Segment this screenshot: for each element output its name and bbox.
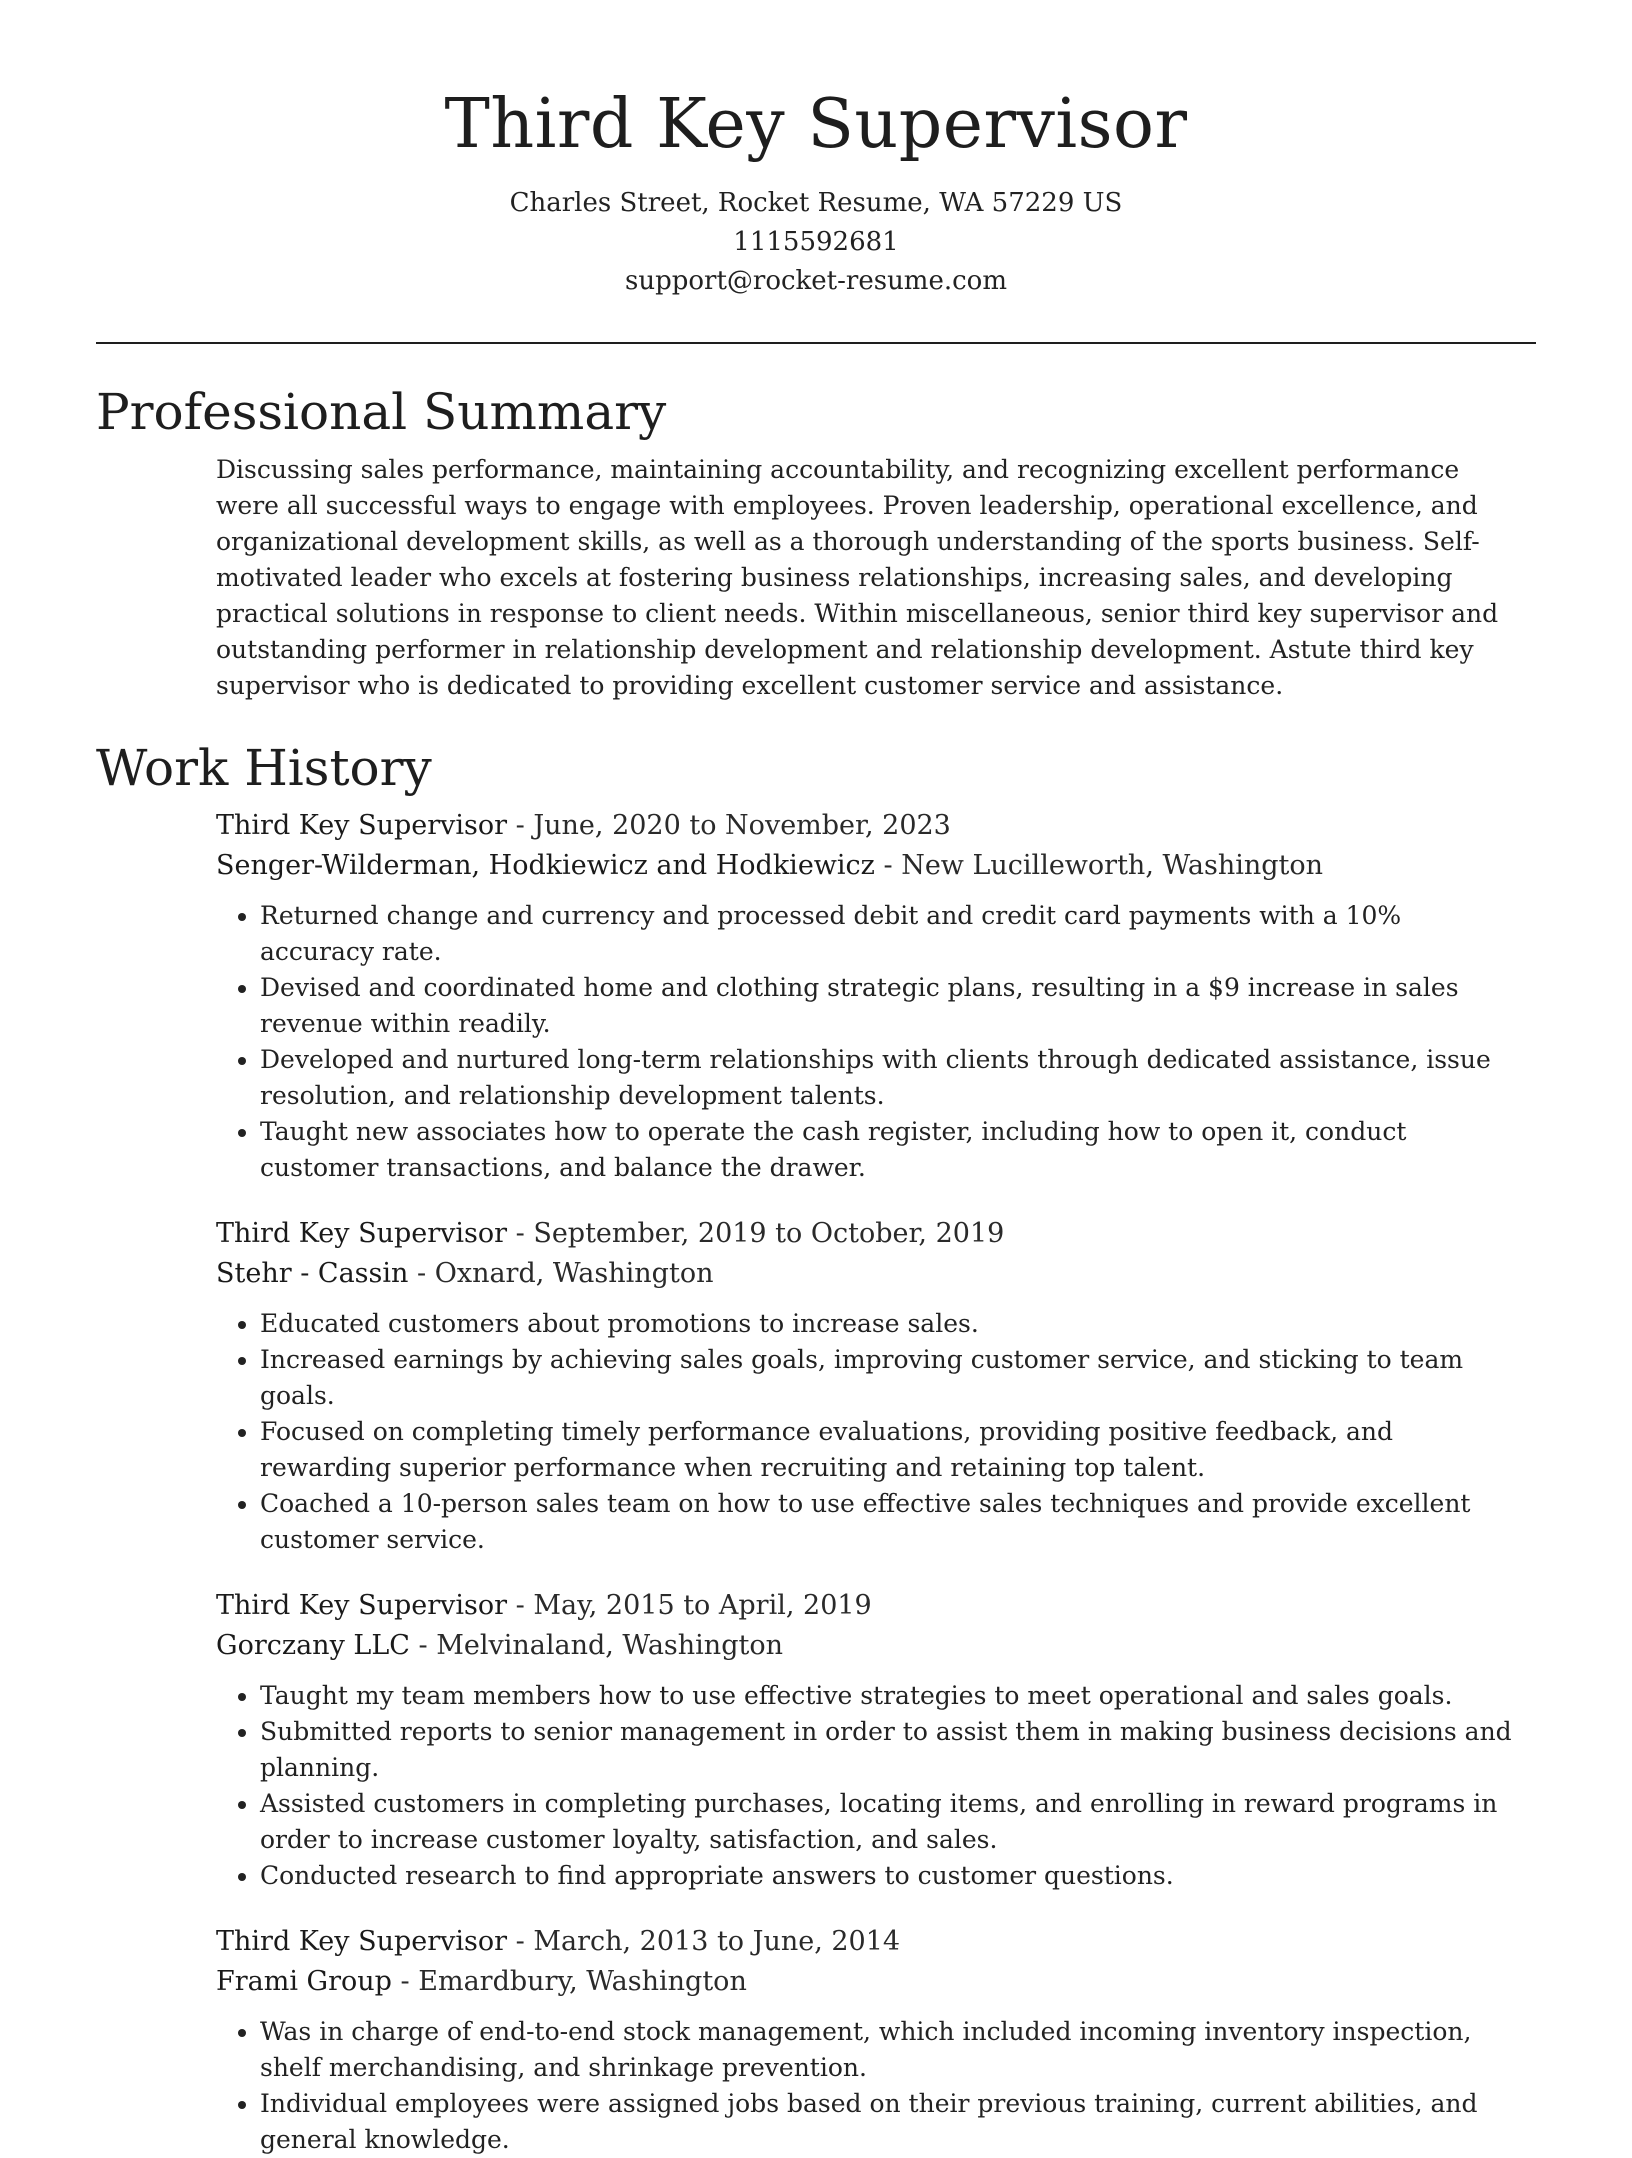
resume-header xyxy=(0,0,1632,301)
job-entry xyxy=(216,1922,1516,2158)
job-company: Senger-Wilderman, Hodkiewicz and Hodkiewicz xyxy=(216,850,875,881)
summary-section xyxy=(96,382,1536,704)
job-entry xyxy=(216,1586,1516,1894)
job-bullet: • Taught my team members how to use effective strategies to meet operational and sales goals. xyxy=(260,1678,1516,1714)
job-location: New Lucilleworth, Washington xyxy=(901,850,1324,881)
job-company-line xyxy=(216,1962,1516,2002)
header-divider xyxy=(96,342,1536,344)
job-title-line xyxy=(216,1214,1516,1254)
job-bullet: • Coached a 10-person sales team on how to use effective sales techniques and provide excellent customer service. xyxy=(260,1486,1516,1558)
job-bullet: • Increased earnings by achieving sales goals, improving customer service, and sticking to team goals. xyxy=(260,1342,1516,1414)
job-separator: - xyxy=(507,1218,534,1249)
job-bullet: • Individual employees were assigned jobs based on their previous training, current abilities, and general knowledge. xyxy=(260,2086,1516,2158)
summary-heading: Professional Summary xyxy=(96,383,667,441)
job-title-line xyxy=(216,1586,1516,1626)
job-entry xyxy=(216,806,1516,1186)
job-dates: June, 2020 to November, 2023 xyxy=(533,810,951,841)
work-history-body xyxy=(216,806,1516,2158)
job-bullet: • Focused on completing timely performance evaluations, providing positive feedback, and rewarding superior performance when recruiting and retaining top talent. xyxy=(260,1414,1516,1486)
job-location: Oxnard, Washington xyxy=(434,1258,714,1289)
job-bullet: • Conducted research to find appropriate answers to customer questions. xyxy=(260,1858,1516,1894)
contact-email: support@rocket-resume.com xyxy=(624,266,1007,296)
job-role: Third Key Supervisor xyxy=(216,810,508,841)
job-bullets xyxy=(216,2014,1516,2158)
job-title-line xyxy=(216,806,1516,846)
job-bullet: • Submitted reports to senior management in order to assist them in making business decisions and planning. xyxy=(260,1714,1516,1786)
job-separator: - xyxy=(507,1926,534,1957)
job-dates: March, 2013 to June, 2014 xyxy=(533,1926,901,1957)
job-bullet: • Developed and nurtured long-term relationships with clients through dedicated assistance, issue resolution, and relationship development talents. xyxy=(260,1042,1516,1114)
job-bullets xyxy=(216,898,1516,1186)
job-title-line xyxy=(216,1922,1516,1962)
job-separator: - xyxy=(507,1590,534,1621)
job-company-line xyxy=(216,1626,1516,1666)
job-separator: - xyxy=(507,810,534,841)
job-bullet: • Assisted customers in completing purchases, locating items, and enrolling in reward programs in order to increase customer loyalty, satisfaction, and sales. xyxy=(260,1786,1516,1858)
job-bullet: • Returned change and currency and processed debit and credit card payments with a 10% accuracy rate. xyxy=(260,898,1516,970)
job-company: Stehr - Cassin xyxy=(216,1258,409,1289)
contact-block xyxy=(0,184,1632,301)
job-separator: - xyxy=(408,1258,435,1289)
job-location: Melvinaland, Washington xyxy=(436,1630,783,1661)
work-history-heading: Work History xyxy=(96,739,432,797)
job-role: Third Key Supervisor xyxy=(216,1926,508,1957)
job-dates: September, 2019 to October, 2019 xyxy=(533,1218,1005,1249)
work-history-section xyxy=(96,738,1536,2158)
job-role: Third Key Supervisor xyxy=(216,1590,508,1621)
job-separator: - xyxy=(409,1630,437,1661)
job-bullets xyxy=(216,1678,1516,1894)
job-role: Third Key Supervisor xyxy=(216,1218,508,1249)
job-company: Gorczany LLC xyxy=(216,1630,410,1661)
summary-text: Discussing sales performance, maintaining accountability, and recognizing excellent performance were all successful ways to engage with employees. Proven leadership, operational excellence, and organizational development skills, as well as a thorough understanding of the sports business. Self-motivated leader who excels at fostering business relationships, increasing sales, and developing practical solutions in response to client needs. Within miscellaneous, senior third key supervisor and outstanding performer in relationship development and relationship development. Astute third key supervisor who is dedicated to providing excellent customer service and assistance. xyxy=(216,455,1499,700)
summary-body xyxy=(216,452,1516,704)
job-bullet: • Taught new associates how to operate the cash register, including how to open it, conduct customer transactions, and balance the drawer. xyxy=(260,1114,1516,1186)
job-entry xyxy=(216,1214,1516,1558)
job-dates: May, 2015 to April, 2019 xyxy=(533,1590,872,1621)
job-company: Frami Group xyxy=(216,1966,392,1997)
candidate-name: Third Key Supervisor xyxy=(444,85,1188,164)
contact-address: Charles Street, Rocket Resume, WA 57229 US xyxy=(509,188,1123,218)
job-bullet: • Was in charge of end-to-end stock management, which included incoming inventory inspection, shelf merchandising, and shrinkage prevention. xyxy=(260,2014,1516,2086)
job-separator: - xyxy=(874,850,902,881)
job-bullet: • Educated customers about promotions to increase sales. xyxy=(260,1306,1516,1342)
job-company-line xyxy=(216,1254,1516,1294)
job-bullets xyxy=(216,1306,1516,1558)
job-bullet: • Devised and coordinated home and clothing strategic plans, resulting in a $9 increase in sales revenue within readily. xyxy=(260,970,1516,1042)
job-company-line xyxy=(216,846,1516,886)
job-separator: - xyxy=(391,1966,419,1997)
contact-phone: 1115592681 xyxy=(733,227,899,257)
job-location: Emardbury, Washington xyxy=(418,1966,747,1997)
